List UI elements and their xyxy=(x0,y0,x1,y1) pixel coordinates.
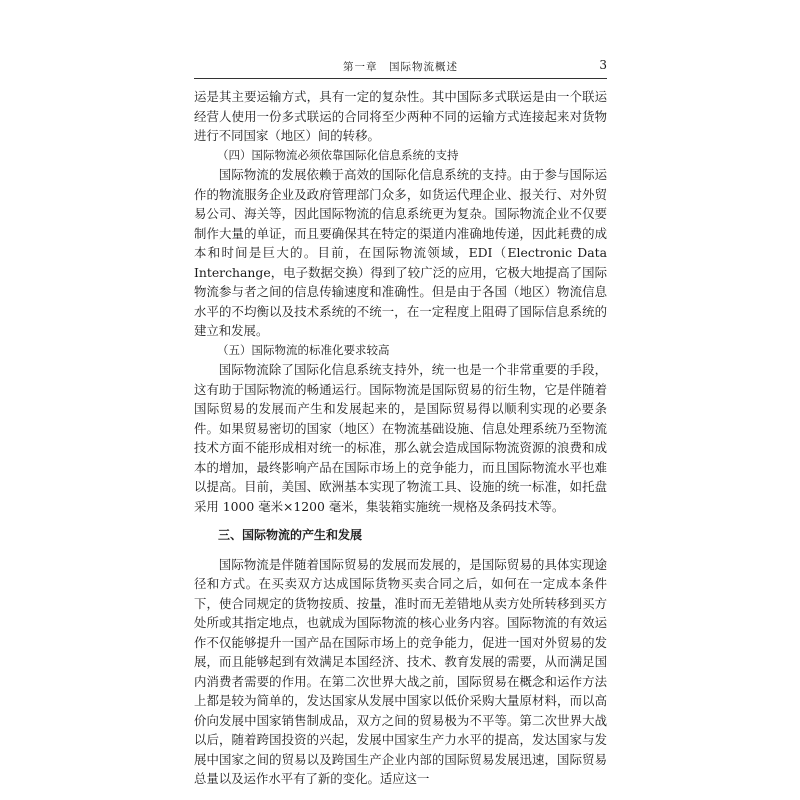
page-body xyxy=(194,87,607,789)
chapter-title: 第一章 国际物流概述 xyxy=(343,61,458,73)
section-heading-origin-development: 三、国际物流的产生和发展 xyxy=(218,528,363,542)
paragraph-origin-development: 国际物流是伴随着国际贸易的发展而发展的，是国际贸易的具体实现途径和方式。在买卖双方达成国际货物买卖合同之后，如何在一定成本条件下，使合同规定的货物按质、按量，准时而无差错地从卖方处所转移到买方处所或其指定地点，也就成为国际物流的核心业务内容。国际物流的有效运作不仅能够提升一国产品在国际市场上的竞争能力，促进一国对外贸易的发展，而且能够起到有效满足本国经济、技术、教育发展的需要，从而满足国内消费者需要的作用。在第二次世界大战之前，国际贸易在概念和运作方法上都是较为简单的，发达国家从发展中国家以低价采购大量原材料，而以高价向发展中国家销售制成品，双方之间的贸易极为不平等。第二次世界大战以后，随着跨国投资的兴起，发展中国家生产力水平的提高，发达国家与发展中国家之间的贸易以及跨国生产企业内部的国际贸易发展迅速，国际贸易总量以及运作水平有了新的变化。适应这一 xyxy=(194,556,607,786)
continued-paragraph: 运是其主要运输方式，具有一定的复杂性。其中国际多式联运是由一个联运经营人使用一份多式联运的合同将至少两种不同的运输方式连接起来对货物进行不同国家（地区）间的转移。 xyxy=(194,89,607,143)
subheading-information-system: （四）国际物流必须依靠国际化信息系统的支持 xyxy=(217,147,459,162)
paragraph-information-system: 国际物流的发展依赖于高效的国际化信息系统的支持。由于参与国际运作的物流服务企业及政府管理部门众多，如货运代理企业、报关行、对外贸易公司、海关等，因此国际物流的信息系统更为复杂。国际物流企业不仅要制作大量的单证，而且要确保其在特定的渠道内准确地传递，因此耗费的成本和时间是巨大的。目前，在国际物流领域，EDI（Electronic Data Interchange，电子数据交换）得到了较广泛的应用，它极大地提高了国际物流参与者之间的信息传输速度和准确性。但是由于各国（地区）物流信息水平的不均衡以及技术系统的不统一，在一定程度上阻碍了国际信息系统的建立和发展。 xyxy=(194,167,607,338)
paragraph-standardization: 国际物流除了国际化信息系统支持外，统一也是一个非常重要的手段，这有助于国际物流的畅通运行。国际物流是国际贸易的衍生物，它是伴随着国际贸易的发展而产生和发展起来的，是国际贸易得以顺利实现的必要条件。如果贸易密切的国家（地区）在物流基础设施、信息处理系统乃至物流技术方面不能形成相对统一的标准，那么就会造成国际物流资源的浪费和成本的增加，最终影响产品在国际市场上的竞争能力，而且国际物流水平也难以提高。目前，美国、欧洲基本实现了物流工具、设施的统一标准，如托盘采用 1000 毫米×1200 毫米，集装箱实施统一规格及条码技术等。 xyxy=(194,362,607,514)
running-header xyxy=(194,56,607,79)
subheading-standardization: （五）国际物流的标准化要求较高 xyxy=(217,342,390,357)
book-page xyxy=(194,56,607,786)
page-number: 3 xyxy=(599,58,607,72)
